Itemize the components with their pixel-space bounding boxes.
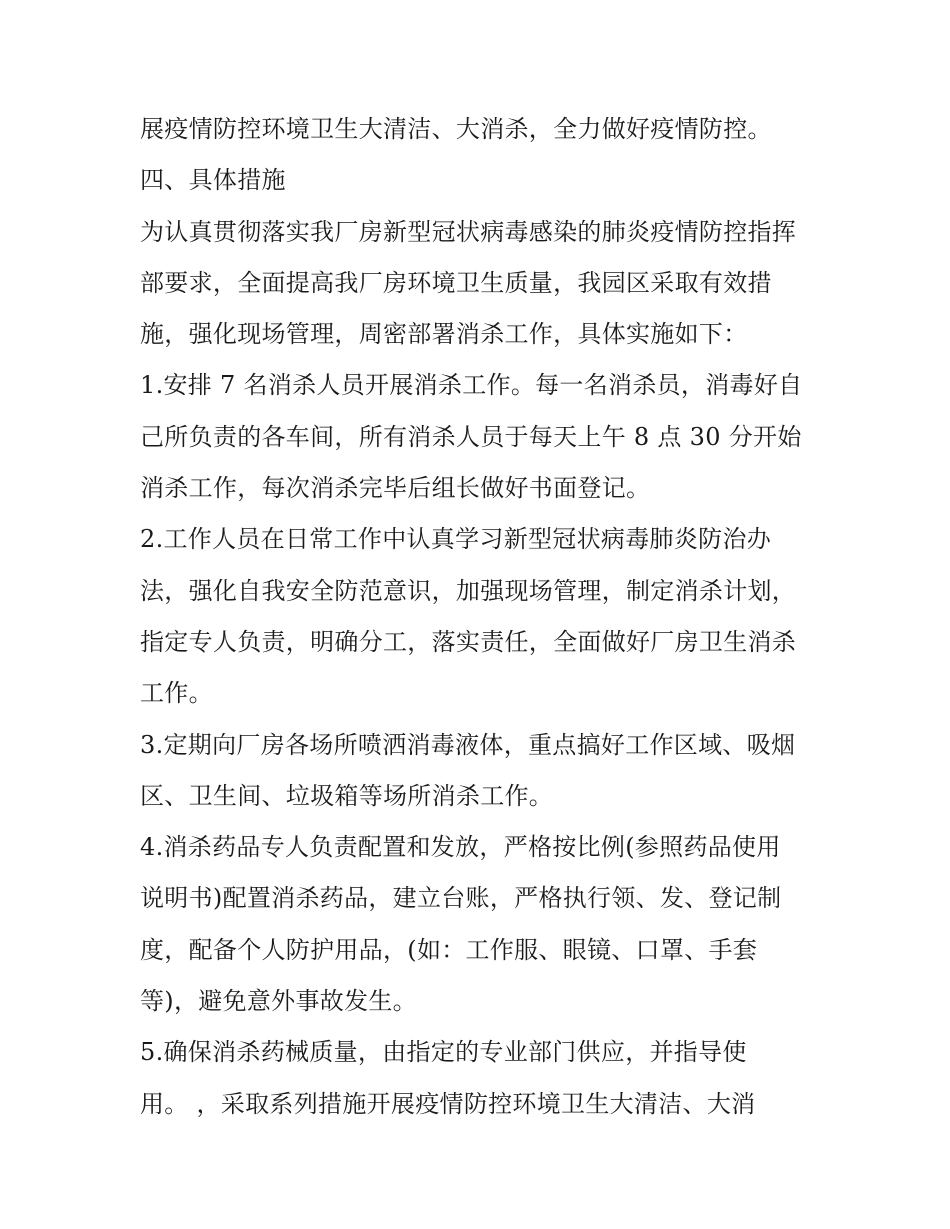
text-line: 展疫情防控环境卫生大清洁、大消杀，全力做好疫情防控。 [140,115,772,143]
text-line: 为认真贯彻落实我厂房新型冠状病毒感染的肺炎疫情防控指挥 [140,217,797,246]
document-body [140,104,830,1130]
text-line: 施，强化现场管理，周密部署消杀工作，具体实施如下： [140,320,748,349]
list-item-3: 3.定期向厂房各场所喷洒消毒液体，重点搞好工作区域、吸烟 [140,730,796,759]
text-line: 度，配备个人防护用品，(如：工作服、眼镜、口罩、手套 [140,935,758,964]
text-line: 部要求，全面提高我厂房环境卫生质量，我园区采取有效措 [140,268,772,297]
list-item-2: 2.工作人员在日常工作中认真学习新型冠状病毒肺炎防治办 [140,525,771,554]
text-line: 说明书)配置消杀药品，建立台账，严格执行领、发、登记制 [140,884,782,913]
list-item-4: 4.消杀药品专人负责配置和发放，严格按比例(参照药品使用 [140,833,781,862]
section-heading: 四、具体措施 [140,166,286,195]
text-line: 法，强化自我安全防范意识，加强现场管理，制定消杀计划， [140,576,797,605]
text-line: 区、卫生间、垃圾箱等场所消杀工作。 [140,781,554,810]
list-item-5: 5.确保消杀药械质量，由指定的专业部门供应，并指导使 [140,1038,747,1067]
text-line: 消杀工作，每次消杀完毕后组长做好书面登记。 [140,474,651,503]
list-item-1: 1.安排 7 名消杀人员开展消杀工作。每一名消杀员，消毒好自 [140,371,803,400]
text-line: 工作。 [140,679,213,708]
text-line: 用。 ，采取系列措施开展疫情防控环境卫生大清洁、大消 [140,1089,756,1118]
text-line: 己所负责的各车间，所有消杀人员于每天上午 8 点 30 分开始 [140,422,802,451]
text-line: 等)，避免意外事故发生。 [140,987,417,1016]
text-line: 指定专人负责，明确分工，落实责任，全面做好厂房卫生消杀 [140,627,797,656]
